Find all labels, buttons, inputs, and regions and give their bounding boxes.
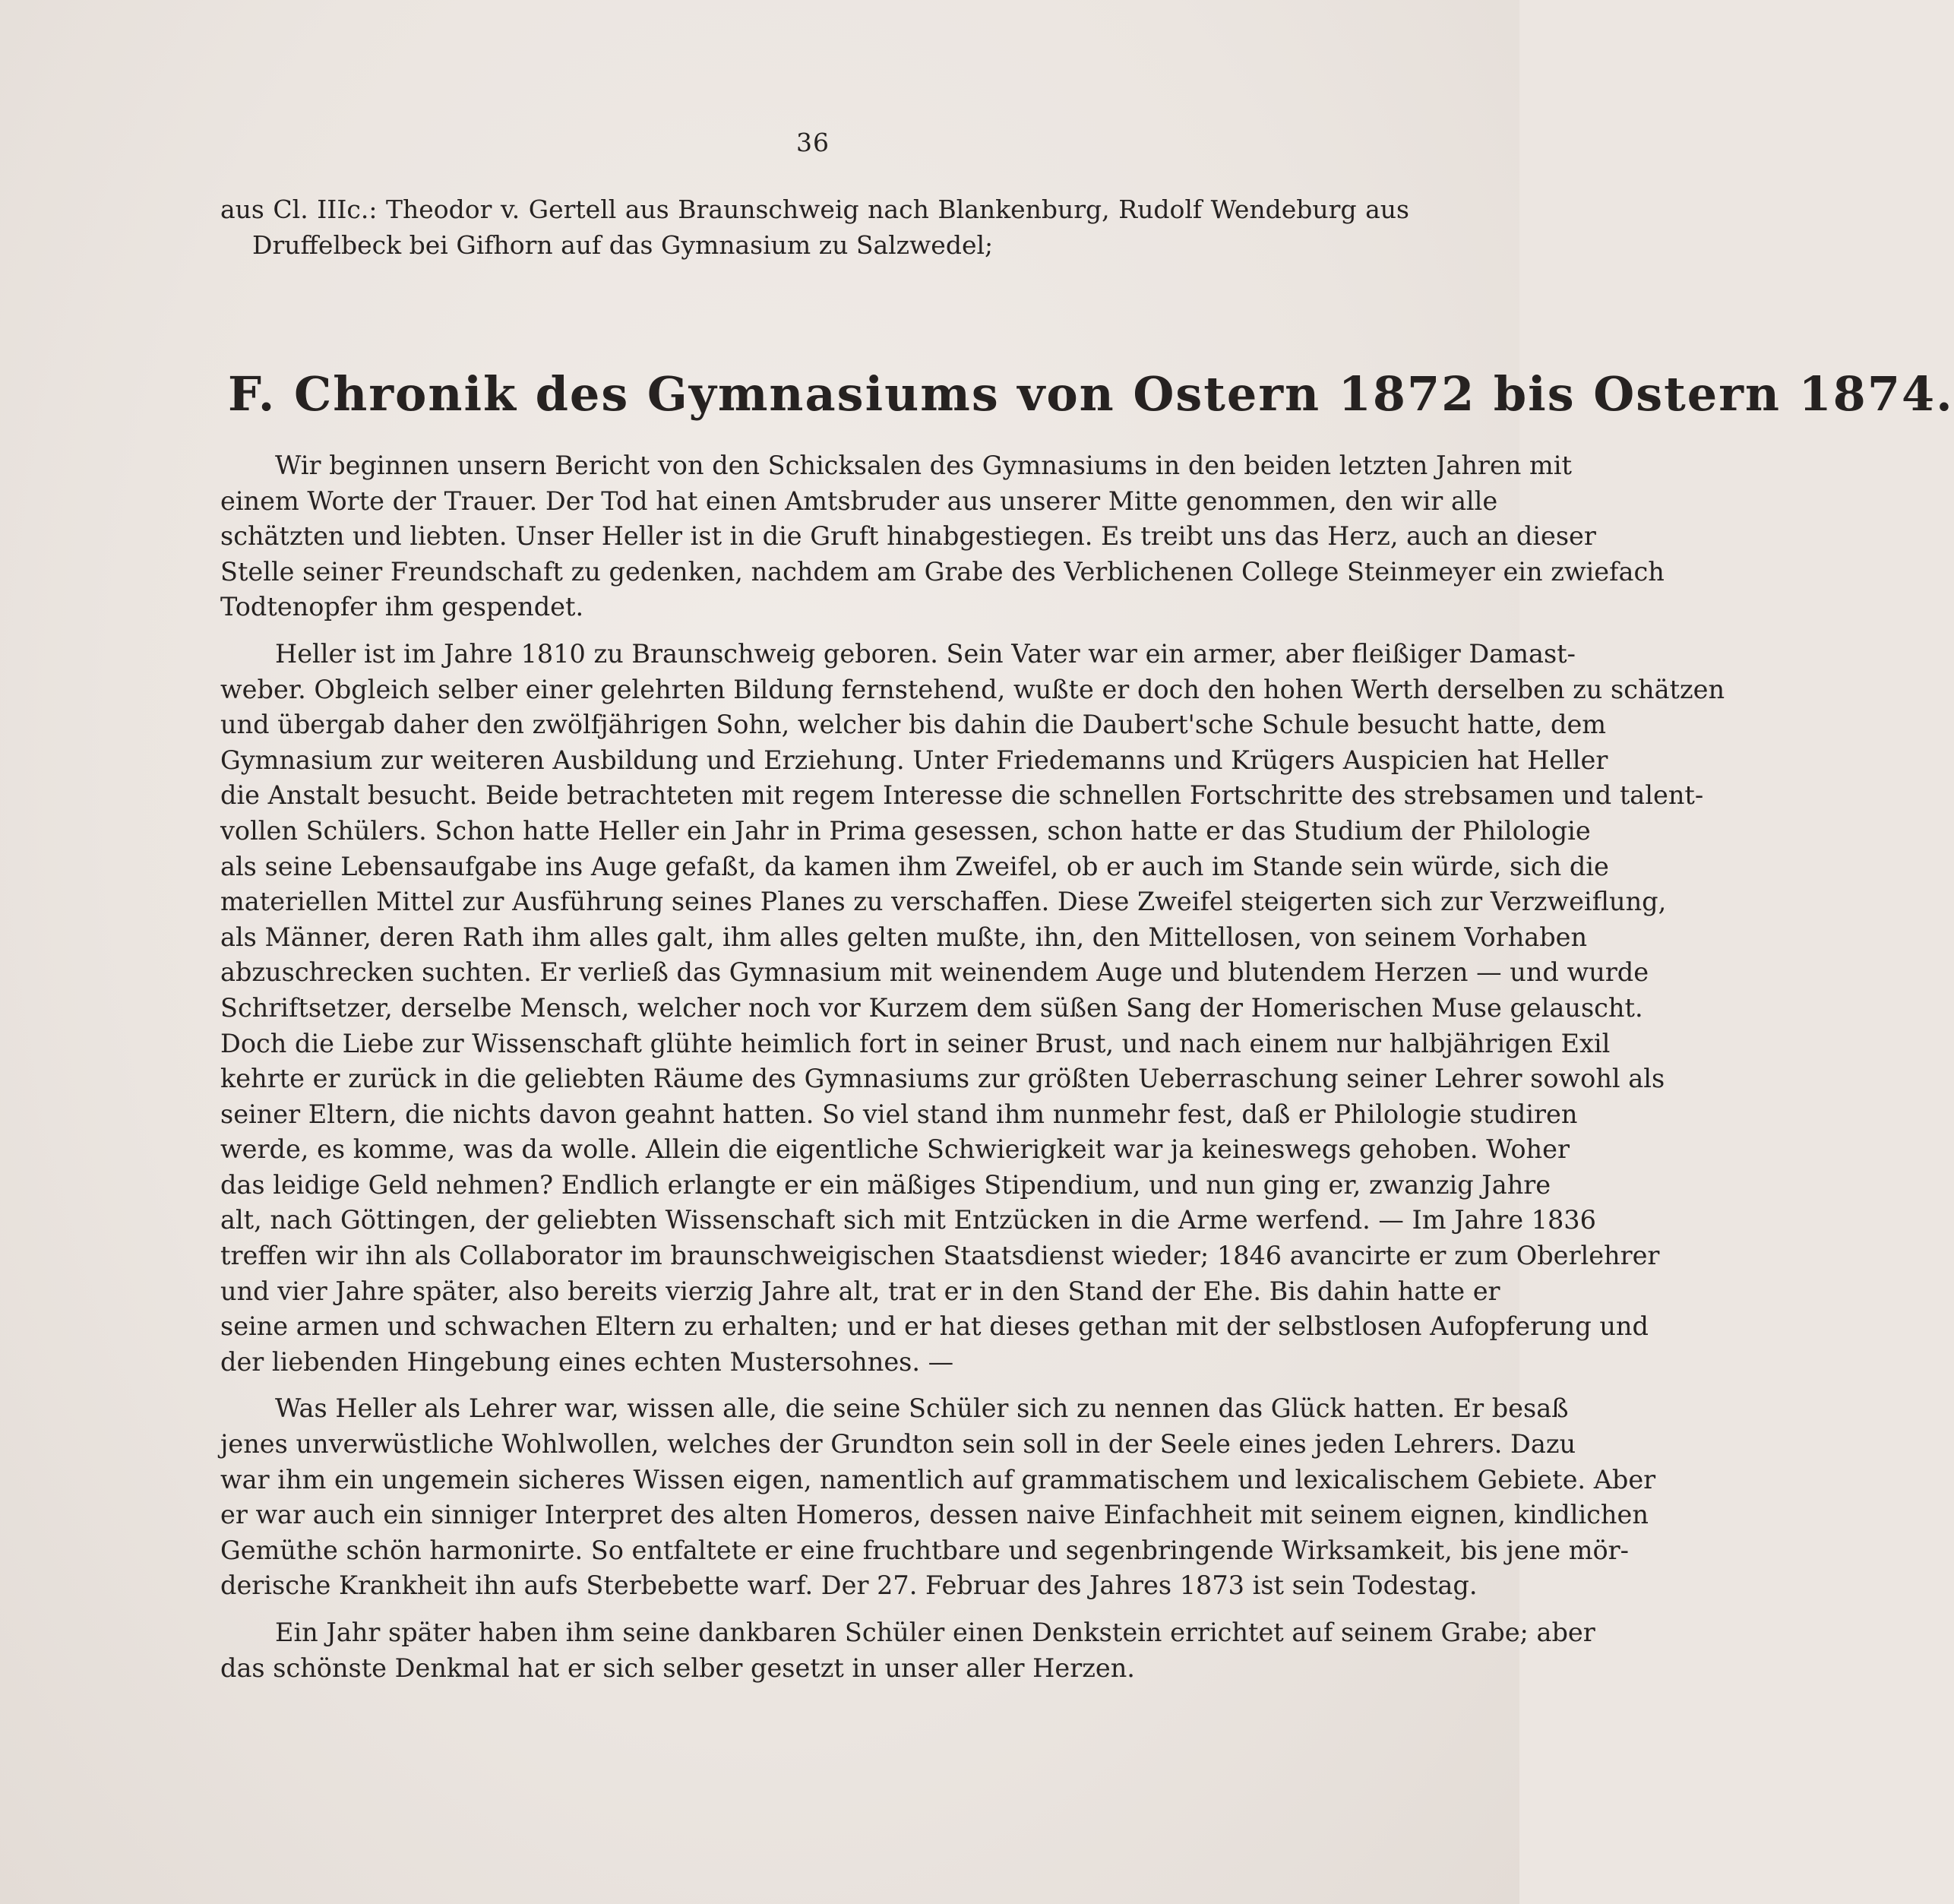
text-line: seiner Eltern, die nichts davon geahnt hatten. So viel stand ihm nunmehr fest, daß er Philologie studiren [220,1099,1578,1129]
paragraph [220,1615,1595,1686]
text-line: weber. Obgleich selber einer gelehrten Bildung fernstehend, wußte er doch den hohen Werth derselben zu schätzen [220,674,1725,704]
text-line: werde, es komme, was da wolle. Allein die eigentliche Schwierigkeit war ja keineswegs gehoben. Woher [220,1134,1570,1165]
text-line: Stelle seiner Freundschaft zu gedenken, nachdem am Grabe des Verblichenen College Steinmeyer ein zwiefach [220,556,1665,587]
text-line: treffen wir ihn als Collaborator im braunschweigischen Staatsdienst wieder; 1846 avancirte er zum Oberlehrer [220,1241,1660,1271]
text-line: Todtenopfer ihm gespendet. [220,592,584,622]
page-number: 36 [796,128,830,157]
text-line: die Anstalt besucht. Beide betrachteten mit regem Interesse die schnellen Fortschritte des strebsamen und talent- [220,780,1704,811]
section-heading: F. Chronik des Gymnasiums von Ostern 1872 bis Ostern 1874. [228,366,1954,422]
paragraph [220,1391,1656,1604]
text-line: Wir beginnen unsern Bericht von den Schicksalen des Gymnasiums in den beiden letzten Jahren mit [275,451,1572,480]
text-line: einem Worte der Trauer. Der Tod hat einen Amtsbruder aus unserer Mitte genommen, den wir alle [220,485,1498,516]
text-line: der liebenden Hingebung eines echten Mustersohnes. — [220,1346,954,1377]
text-line: Was Heller als Lehrer war, wissen alle, die seine Schüler sich zu nennen das Glück hatten. Er besaß [275,1393,1569,1424]
paragraph [220,637,1725,1380]
text-line: Ein Jahr später haben ihm seine dankbaren Schüler einen Denkstein errichtet auf seinem Grabe; aber [275,1618,1595,1647]
text-line: kehrte er zurück in die geliebten Räume des Gymnasiums zur größten Ueberraschung seiner Lehrer sowohl als [220,1064,1665,1094]
text-line: und übergab daher den zwölfjährigen Sohn, welcher bis dahin die Daubert'sche Schule besucht hatte, dem [220,710,1607,740]
text-line: derische Krankheit ihn aufs Sterbebette warf. Der 27. Februar des Jahres 1873 ist sein Todestag. [220,1570,1478,1601]
text-line: Schriftsetzer, derselbe Mensch, welcher noch vor Kurzem dem süßen Sang der Homerischen Muse gelauscht. [220,992,1643,1023]
text-line: war ihm ein ungemein sicheres Wissen eigen, namentlich auf grammatischem und lexicalischem Gebiete. Aber [220,1464,1656,1494]
text-line: das leidige Geld nehmen? Endlich erlangte er ein mäßiges Stipendium, und nun ging er, zwanzig Jahre [220,1169,1551,1200]
text-line: materiellen Mittel zur Ausführung seines Planes zu verschaffen. Diese Zweifel steigerten sich zur Verzweiflung, [220,887,1667,917]
text-line: als Männer, deren Rath ihm alles galt, ihm alles gelten mußte, ihn, den Mittellosen, von seinem Vorhaben [220,922,1588,952]
paragraph [220,448,1665,625]
text-line: abzuschrecken suchten. Er verließ das Gymnasium mit weinendem Auge und blutendem Herzen — und wurde [220,957,1649,988]
text-line: jenes unverwüstliche Wohlwollen, welches der Grundton sein soll in der Seele eines jeden Lehrers. Dazu [220,1429,1576,1460]
chronicle-body [220,448,1725,1697]
text-line: Heller ist im Jahre 1810 zu Braunschweig geboren. Sein Vater war ein armer, aber fleißiger Damast- [275,638,1576,669]
text-line: schätzten und liebten. Unser Heller ist in die Gruft hinabgestiegen. Es treibt uns das Herz, auch an dieser [220,521,1596,552]
text-line: und vier Jahre später, also bereits vierzig Jahre alt, trat er in den Stand der Ehe. Bis dahin hatte er [220,1276,1500,1306]
intro-continuation [220,191,1409,263]
text-line: alt, nach Göttingen, der geliebten Wissenschaft sich mit Entzücken in die Arme werfend. — Im Jahre 1836 [220,1205,1596,1235]
text-line: seine armen und schwachen Eltern zu erhalten; und er hat dieses gethan mit der selbstlosen Aufopferung und [220,1311,1649,1342]
text-line: Gymnasium zur weiteren Ausbildung und Erziehung. Unter Friedemanns und Krügers Auspicien hat Heller [220,745,1608,775]
intro-line: Druffelbeck bei Gifhorn auf das Gymnasium zu Salzwedel; [252,230,994,260]
text-line: Doch die Liebe zur Wissenschaft glühte heimlich fort in seiner Brust, und nach einem nur halbjährigen Exil [220,1028,1611,1058]
text-line: vollen Schülers. Schon hatte Heller ein Jahr in Prima gesessen, schon hatte er das Studium der Philologie [220,815,1591,846]
text-line: als seine Lebensaufgabe ins Auge gefaßt, da kamen ihm Zweifel, ob er auch im Stande sein würde, sich die [220,851,1609,881]
text-line: Gemüthe schön harmonirte. So entfaltete er eine fruchtbare und segenbringende Wirksamkeit, bis jene mör- [220,1535,1629,1565]
text-line: das schönste Denkmal hat er sich selber gesetzt in unser aller Herzen. [220,1653,1135,1683]
intro-line: aus Cl. IIIc.: Theodor v. Gertell aus Braunschweig nach Blankenburg, Rudolf Wendeburg aus [220,195,1409,224]
text-line: er war auch ein sinniger Interpret des alten Homeros, dessen naive Einfachheit mit seinem eignen, kindlichen [220,1500,1649,1530]
